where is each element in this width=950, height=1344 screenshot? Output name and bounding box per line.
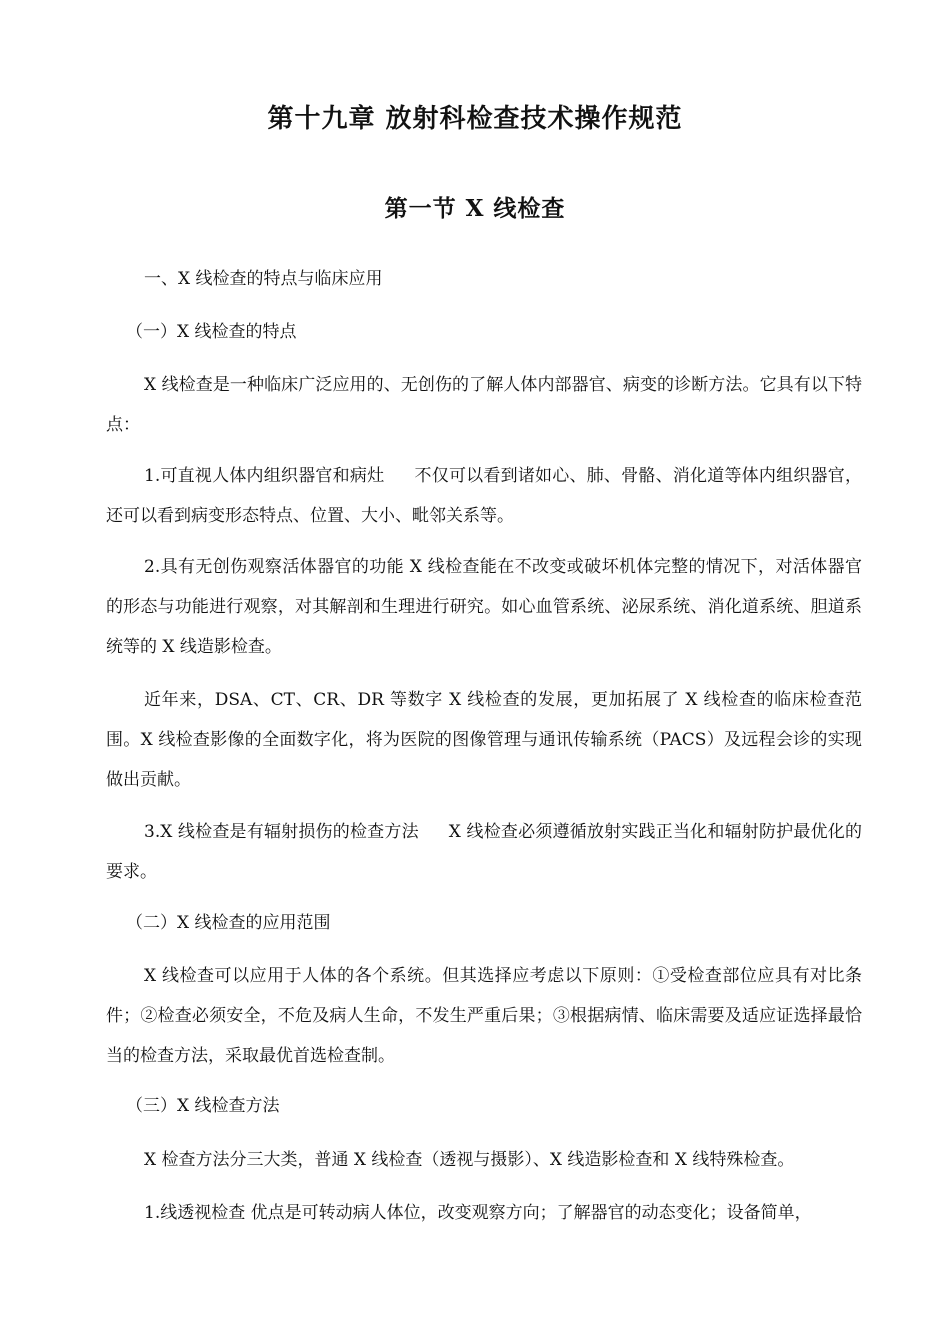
list-item-2: 2.具有无创伤观察活体器官的功能 X 线检查能在不改变或破坏机体完整的情况下，对活体器官的形态与功能进行观察，对其解剖和生理进行研究。如心血管系统、泌尿系统、消化道系统、胆道系统等的 X 线造影检查。 <box>106 557 862 657</box>
paragraph-intro: X 线检查是一种临床广泛应用的、无创伤的了解人体内部器官、病变的诊断方法。它具有以下特点： <box>106 375 862 435</box>
paragraph-principles: X 线检查可以应用于人体的各个系统。但其选择应考虑以下原则：①受检查部位应具有对比条件；②检查必须安全，不危及病人生命，不发生严重后果；③根据病情、临床需要及适应证选择最恰当的检查方法，采取最优首选检查制。 <box>106 966 862 1066</box>
paragraph-methods: X 检查方法分三大类，普通 X 线检查（透视与摄影）、X 线造影检查和 X 线特殊检查。 <box>144 1150 795 1170</box>
list-item-1-head: 1.可直视人体内组织器官和病灶 <box>144 466 385 486</box>
list-item-1 <box>106 456 862 536</box>
subheading-application-scope: （二）X 线检查的应用范围 <box>126 913 331 933</box>
heading-characteristics-and-applications: 一、X 线检查的特点与临床应用 <box>144 269 383 289</box>
section-title: 第一节 X 线检查 <box>384 195 566 222</box>
list-item-3 <box>106 812 862 892</box>
list-item-3-head: 3.X 线检查是有辐射损伤的检查方法 <box>144 822 419 842</box>
list-item-3-body: X 线检查必须遵循放射实践正当化和辐射防护最优化的要求。 <box>106 822 862 882</box>
list-item-1-body: 不仅可以看到诸如心、肺、骨骼、消化道等体内组织器官，还可以看到病变形态特点、位置、大小、毗邻关系等。 <box>106 466 862 526</box>
subheading-characteristics: （一）X 线检查的特点 <box>126 322 297 342</box>
paragraph-digital-development: 近年来，DSA、CT、CR、DR 等数字 X 线检查的发展，更加拓展了 X 线检查的临床检查范围。X 线检查影像的全面数字化，将为医院的图像管理与通讯传输系统（PACS）及远程会诊的实现做出贡献。 <box>106 690 862 790</box>
subheading-methods: （三）X 线检查方法 <box>126 1096 280 1116</box>
list-item-4: 1.线透视检查 优点是可转动病人体位，改变观察方向；了解器官的动态变化；设备简单， <box>144 1203 812 1223</box>
chapter-title: 第十九章 放射科检查技术操作规范 <box>267 104 683 134</box>
